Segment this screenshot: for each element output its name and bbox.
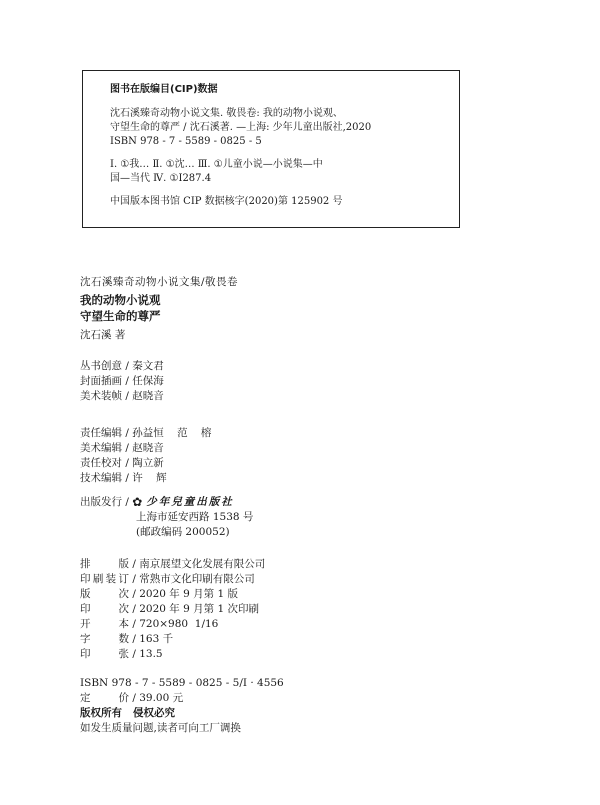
separator: /: [122, 360, 133, 372]
cip-line-6: 中国版本图书馆 CIP 数据核字(2020)第 125902 号: [110, 196, 343, 207]
separator: /: [129, 633, 140, 645]
credits-editorial: [80, 426, 211, 486]
credit-name: 许 辉: [132, 472, 167, 484]
credit-name: 秦文君: [132, 360, 164, 372]
credit-role: 责任校对: [80, 457, 122, 469]
credit-row: [80, 359, 164, 374]
cip-line-5: 国—当代 Ⅳ. ①I287.4: [110, 173, 212, 184]
separator: /: [129, 558, 140, 570]
spec-label: 字数: [80, 633, 129, 645]
spec-value: 163 千: [139, 633, 174, 645]
spec-value: 13.5: [139, 648, 163, 660]
footer-block: [80, 676, 284, 736]
credits-creative: [80, 359, 164, 404]
credit-role: 丛书创意: [80, 360, 122, 372]
credit-name: 赵晓音: [132, 390, 164, 402]
spec-row: [80, 587, 265, 602]
price-value: 39.00 元: [139, 692, 184, 704]
cip-line-1: 沈石溪臻奇动物小说文集. 敬畏卷: 我的动物小说观、: [110, 108, 343, 119]
author: 沈石溪 著: [80, 329, 126, 341]
publisher-postcode: (邮政编码 200052): [136, 526, 230, 538]
cip-data-box: [82, 70, 460, 228]
spec-value: 2020 年 9 月第 1 次印刷: [139, 603, 259, 615]
spec-value: 2020 年 9 月第 1 版: [139, 588, 238, 600]
spec-label: 印次: [80, 603, 129, 615]
spec-label: 版次: [80, 588, 129, 600]
separator: /: [122, 442, 133, 454]
spec-row: [80, 557, 265, 572]
separator: /: [122, 472, 133, 484]
spec-value: 常熟市文化印刷有限公司: [139, 573, 255, 585]
book-title: [80, 292, 161, 324]
publisher-row: [80, 495, 253, 510]
print-specs: [80, 557, 265, 662]
publisher-block: [80, 495, 253, 540]
credit-row: [80, 456, 211, 471]
separator: /: [129, 603, 140, 615]
publisher-label: 出版发行: [80, 496, 122, 508]
spec-row: [80, 572, 265, 587]
isbn-line: ISBN 978 - 7 - 5589 - 0825 - 5/I · 4556: [80, 677, 284, 689]
separator: /: [122, 496, 133, 508]
spec-label: 开本: [80, 618, 129, 630]
credit-role: 封面插画: [80, 375, 122, 387]
credit-role: 美术装帧: [80, 390, 122, 402]
cip-isbn: ISBN 978 - 7 - 5589 - 0825 - 5: [110, 136, 262, 147]
separator: /: [129, 588, 140, 600]
credit-row: [80, 471, 211, 486]
credit-row: [80, 374, 164, 389]
credit-name: 孙益恒 范 榕: [132, 427, 212, 439]
book-title-line-1: 我的动物小说观: [80, 293, 161, 307]
cip-line-4: Ⅰ. ①我… Ⅱ. ①沈… Ⅲ. ①儿童小说—小说集—中: [110, 159, 323, 170]
spec-label: 印刷装订: [80, 573, 129, 585]
price-row: [80, 691, 284, 706]
credit-row: [80, 389, 164, 404]
cip-line-2: 守望生命的尊严 / 沈石溪著. —上海: 少年儿童出版社,2020: [110, 122, 372, 133]
separator: /: [122, 427, 133, 439]
credit-row: [80, 441, 211, 456]
copyright-notice: 版权所有 侵权必究: [80, 707, 175, 719]
spec-value: 720×980 1/16: [139, 618, 219, 630]
separator: /: [122, 457, 133, 469]
credit-role: 美术编辑: [80, 442, 122, 454]
separator: /: [122, 375, 133, 387]
cip-title: 图书在版编目(CIP)数据: [110, 84, 218, 95]
spec-label: 排版: [80, 558, 129, 570]
separator: /: [122, 390, 133, 402]
separator: /: [129, 618, 140, 630]
separator: /: [129, 573, 140, 585]
spec-row: [80, 632, 265, 647]
credit-name: 任保海: [132, 375, 164, 387]
credit-row: [80, 426, 211, 441]
publisher-logo-icon: ✿: [132, 495, 143, 509]
book-title-line-2: 守望生命的尊严: [80, 309, 161, 323]
spec-row: [80, 602, 265, 617]
spec-value: 南京展望文化发展有限公司: [139, 558, 266, 570]
credit-name: 陶立新: [132, 457, 164, 469]
quality-notice: 如发生质量问题,读者可向工厂调换: [80, 722, 241, 734]
publisher-logo-text: 少年兒童出版社: [146, 496, 234, 508]
spec-row: [80, 617, 265, 632]
credit-role: 技术编辑: [80, 472, 122, 484]
credit-name: 赵晓音: [132, 442, 164, 454]
publisher-address: 上海市延安西路 1538 号: [136, 511, 254, 523]
credit-role: 责任编辑: [80, 427, 122, 439]
separator: /: [129, 648, 140, 660]
spec-row: [80, 647, 265, 662]
separator: /: [129, 692, 140, 704]
price-label: 定价: [80, 692, 129, 704]
series-title: 沈石溪臻奇动物小说文集/敬畏卷: [80, 276, 239, 288]
spec-label: 印张: [80, 648, 129, 660]
